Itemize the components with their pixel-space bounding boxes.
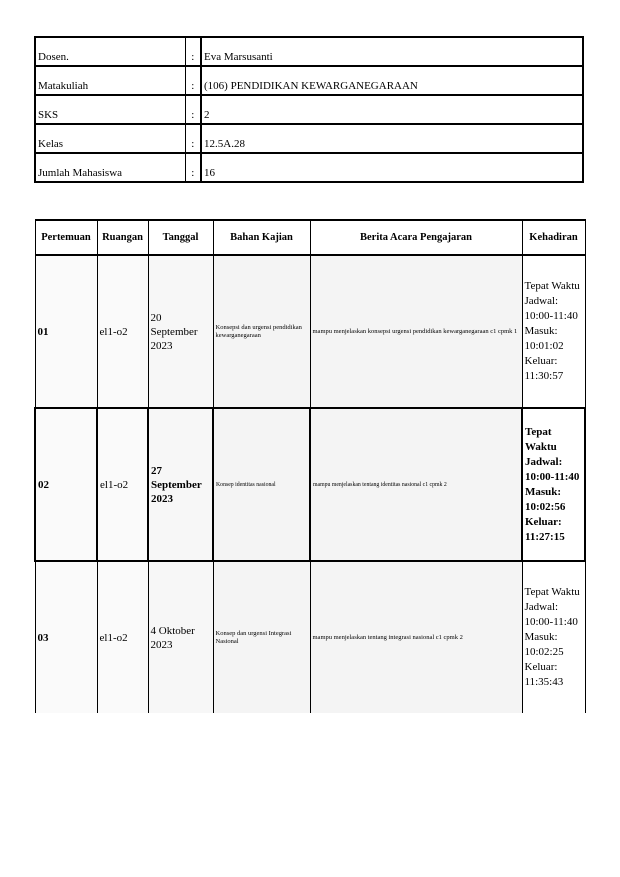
course-info-table	[34, 36, 584, 183]
info-label: Kelas	[35, 124, 185, 153]
tanggal-cell: 27 September 2023	[148, 408, 213, 561]
kehadiran-cell: Tepat Waktu Jadwal: 10:00-11:40 Masuk: 10:02:56 Keluar: 11:27:15	[522, 408, 585, 561]
info-value: Eva Marsusanti	[201, 37, 583, 66]
info-colon: :	[185, 95, 201, 124]
info-row-jumlah-mahasiswa	[35, 153, 583, 182]
ruangan-cell: el1-o2	[97, 408, 148, 561]
pertemuan-cell: 03	[35, 561, 97, 713]
info-value: (106) PENDIDIKAN KEWARGANEGARAAN	[201, 66, 583, 95]
header-ruangan: Ruangan	[97, 220, 148, 255]
bahan-kajian-cell: Konsep identitas nasional	[213, 408, 310, 561]
header-tanggal: Tanggal	[148, 220, 213, 255]
info-value: 2	[201, 95, 583, 124]
info-label: Matakuliah	[35, 66, 185, 95]
header-bahan-kajian: Bahan Kajian	[213, 220, 310, 255]
info-colon: :	[185, 124, 201, 153]
pertemuan-cell: 02	[35, 408, 97, 561]
info-row-matakuliah	[35, 66, 583, 95]
info-row-dosen	[35, 37, 583, 66]
header-kehadiran: Kehadiran	[522, 220, 585, 255]
schedule-table	[34, 219, 586, 713]
kehadiran-cell: Tepat Waktu Jadwal: 10:00-11:40 Masuk: 10:02:25 Keluar: 11:35:43	[522, 561, 585, 713]
info-label: SKS	[35, 95, 185, 124]
berita-acara-cell: mampu menjelaskan tentang identitas nasional c1 cpmk 2	[310, 408, 522, 561]
tanggal-cell: 20 September 2023	[148, 255, 213, 408]
table-row	[35, 561, 585, 713]
bahan-kajian-cell: Konsep dan urgensi Integrasi Nasional	[213, 561, 310, 713]
ruangan-cell: el1-o2	[97, 255, 148, 408]
info-label: Dosen.	[35, 37, 185, 66]
berita-acara-cell: mampu menjelaskan tentang integrasi nasional c1 cpmk 2	[310, 561, 522, 713]
info-value: 16	[201, 153, 583, 182]
info-row-sks	[35, 95, 583, 124]
berita-acara-cell: mampu menjelaskan konsepsi urgensi pendidikan kewarganegaraan c1 cpmk 1	[310, 255, 522, 408]
kehadiran-cell: Tepat Waktu Jadwal: 10:00-11:40 Masuk: 10:01:02 Keluar: 11:30:57	[522, 255, 585, 408]
info-value: 12.5A.28	[201, 124, 583, 153]
info-colon: :	[185, 153, 201, 182]
header-pertemuan: Pertemuan	[35, 220, 97, 255]
bahan-kajian-cell: Konsepsi dan urgensi pendidikan kewarganegaraan	[213, 255, 310, 408]
header-berita-acara: Berita Acara Pengajaran	[310, 220, 522, 255]
schedule-header-row	[35, 220, 585, 255]
tanggal-cell: 4 Oktober 2023	[148, 561, 213, 713]
pertemuan-cell: 01	[35, 255, 97, 408]
info-colon: :	[185, 37, 201, 66]
info-colon: :	[185, 66, 201, 95]
table-row	[35, 408, 585, 561]
table-row	[35, 255, 585, 408]
info-label: Jumlah Mahasiswa	[35, 153, 185, 182]
info-row-kelas	[35, 124, 583, 153]
ruangan-cell: el1-o2	[97, 561, 148, 713]
